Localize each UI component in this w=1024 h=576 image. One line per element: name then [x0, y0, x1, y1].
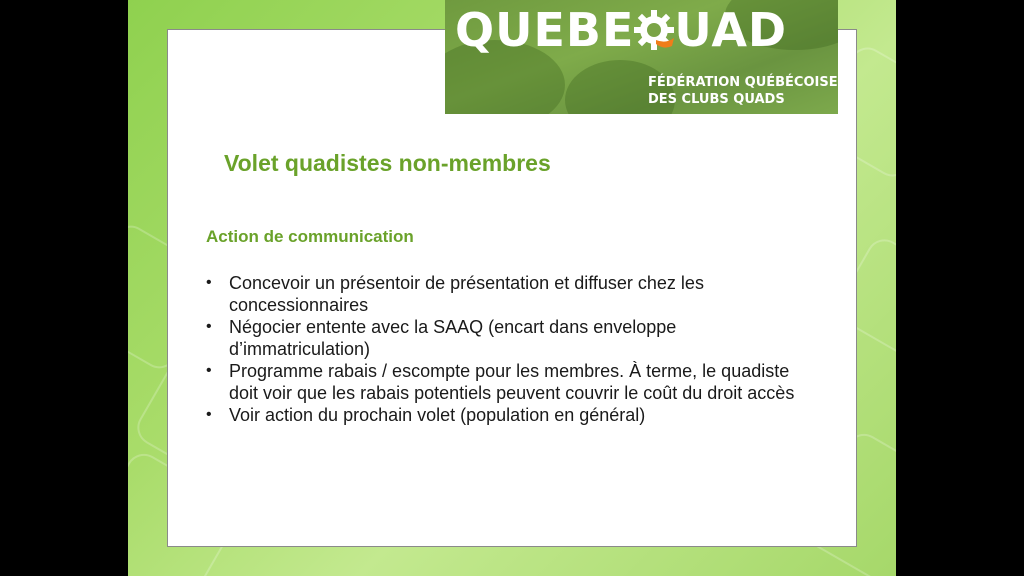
bullet-list — [206, 272, 806, 426]
bullet-text: Programme rabais / escompte pour les membres. À terme, le quadiste doit voir que les rabais potentiels peuvent couvrir le coût du droit accès — [229, 361, 795, 403]
logo-wordmark-right: UAD — [674, 3, 788, 57]
logo-tagline: FÉDÉRATION QUÉBÉCOISE DES CLUBS QUADS — [648, 75, 838, 107]
list-item — [206, 360, 806, 404]
logo-wordmark-left: QUEBE — [455, 3, 635, 57]
bullet-text: Voir action du prochain volet (population en général) — [229, 405, 646, 425]
list-item — [206, 316, 806, 360]
quebequad-logo — [445, 0, 838, 114]
bullet-text: Négocier entente avec la SAAQ (encart dans enveloppe d’immatriculation) — [229, 317, 677, 359]
list-item — [206, 272, 806, 316]
bullet-text: Concevoir un présentoir de présentation et diffuser chez les concessionnaires — [229, 273, 704, 315]
section-heading: Action de communication — [206, 227, 414, 246]
slide-title: Volet quadistes non-membres — [224, 150, 551, 176]
bullet-icon: • — [206, 362, 212, 379]
logo-wordmark — [455, 2, 787, 58]
list-item — [206, 404, 806, 426]
gear-icon — [634, 10, 674, 50]
bullet-icon: • — [206, 274, 212, 291]
bullet-icon: • — [206, 406, 212, 423]
bullet-icon: • — [206, 318, 212, 335]
